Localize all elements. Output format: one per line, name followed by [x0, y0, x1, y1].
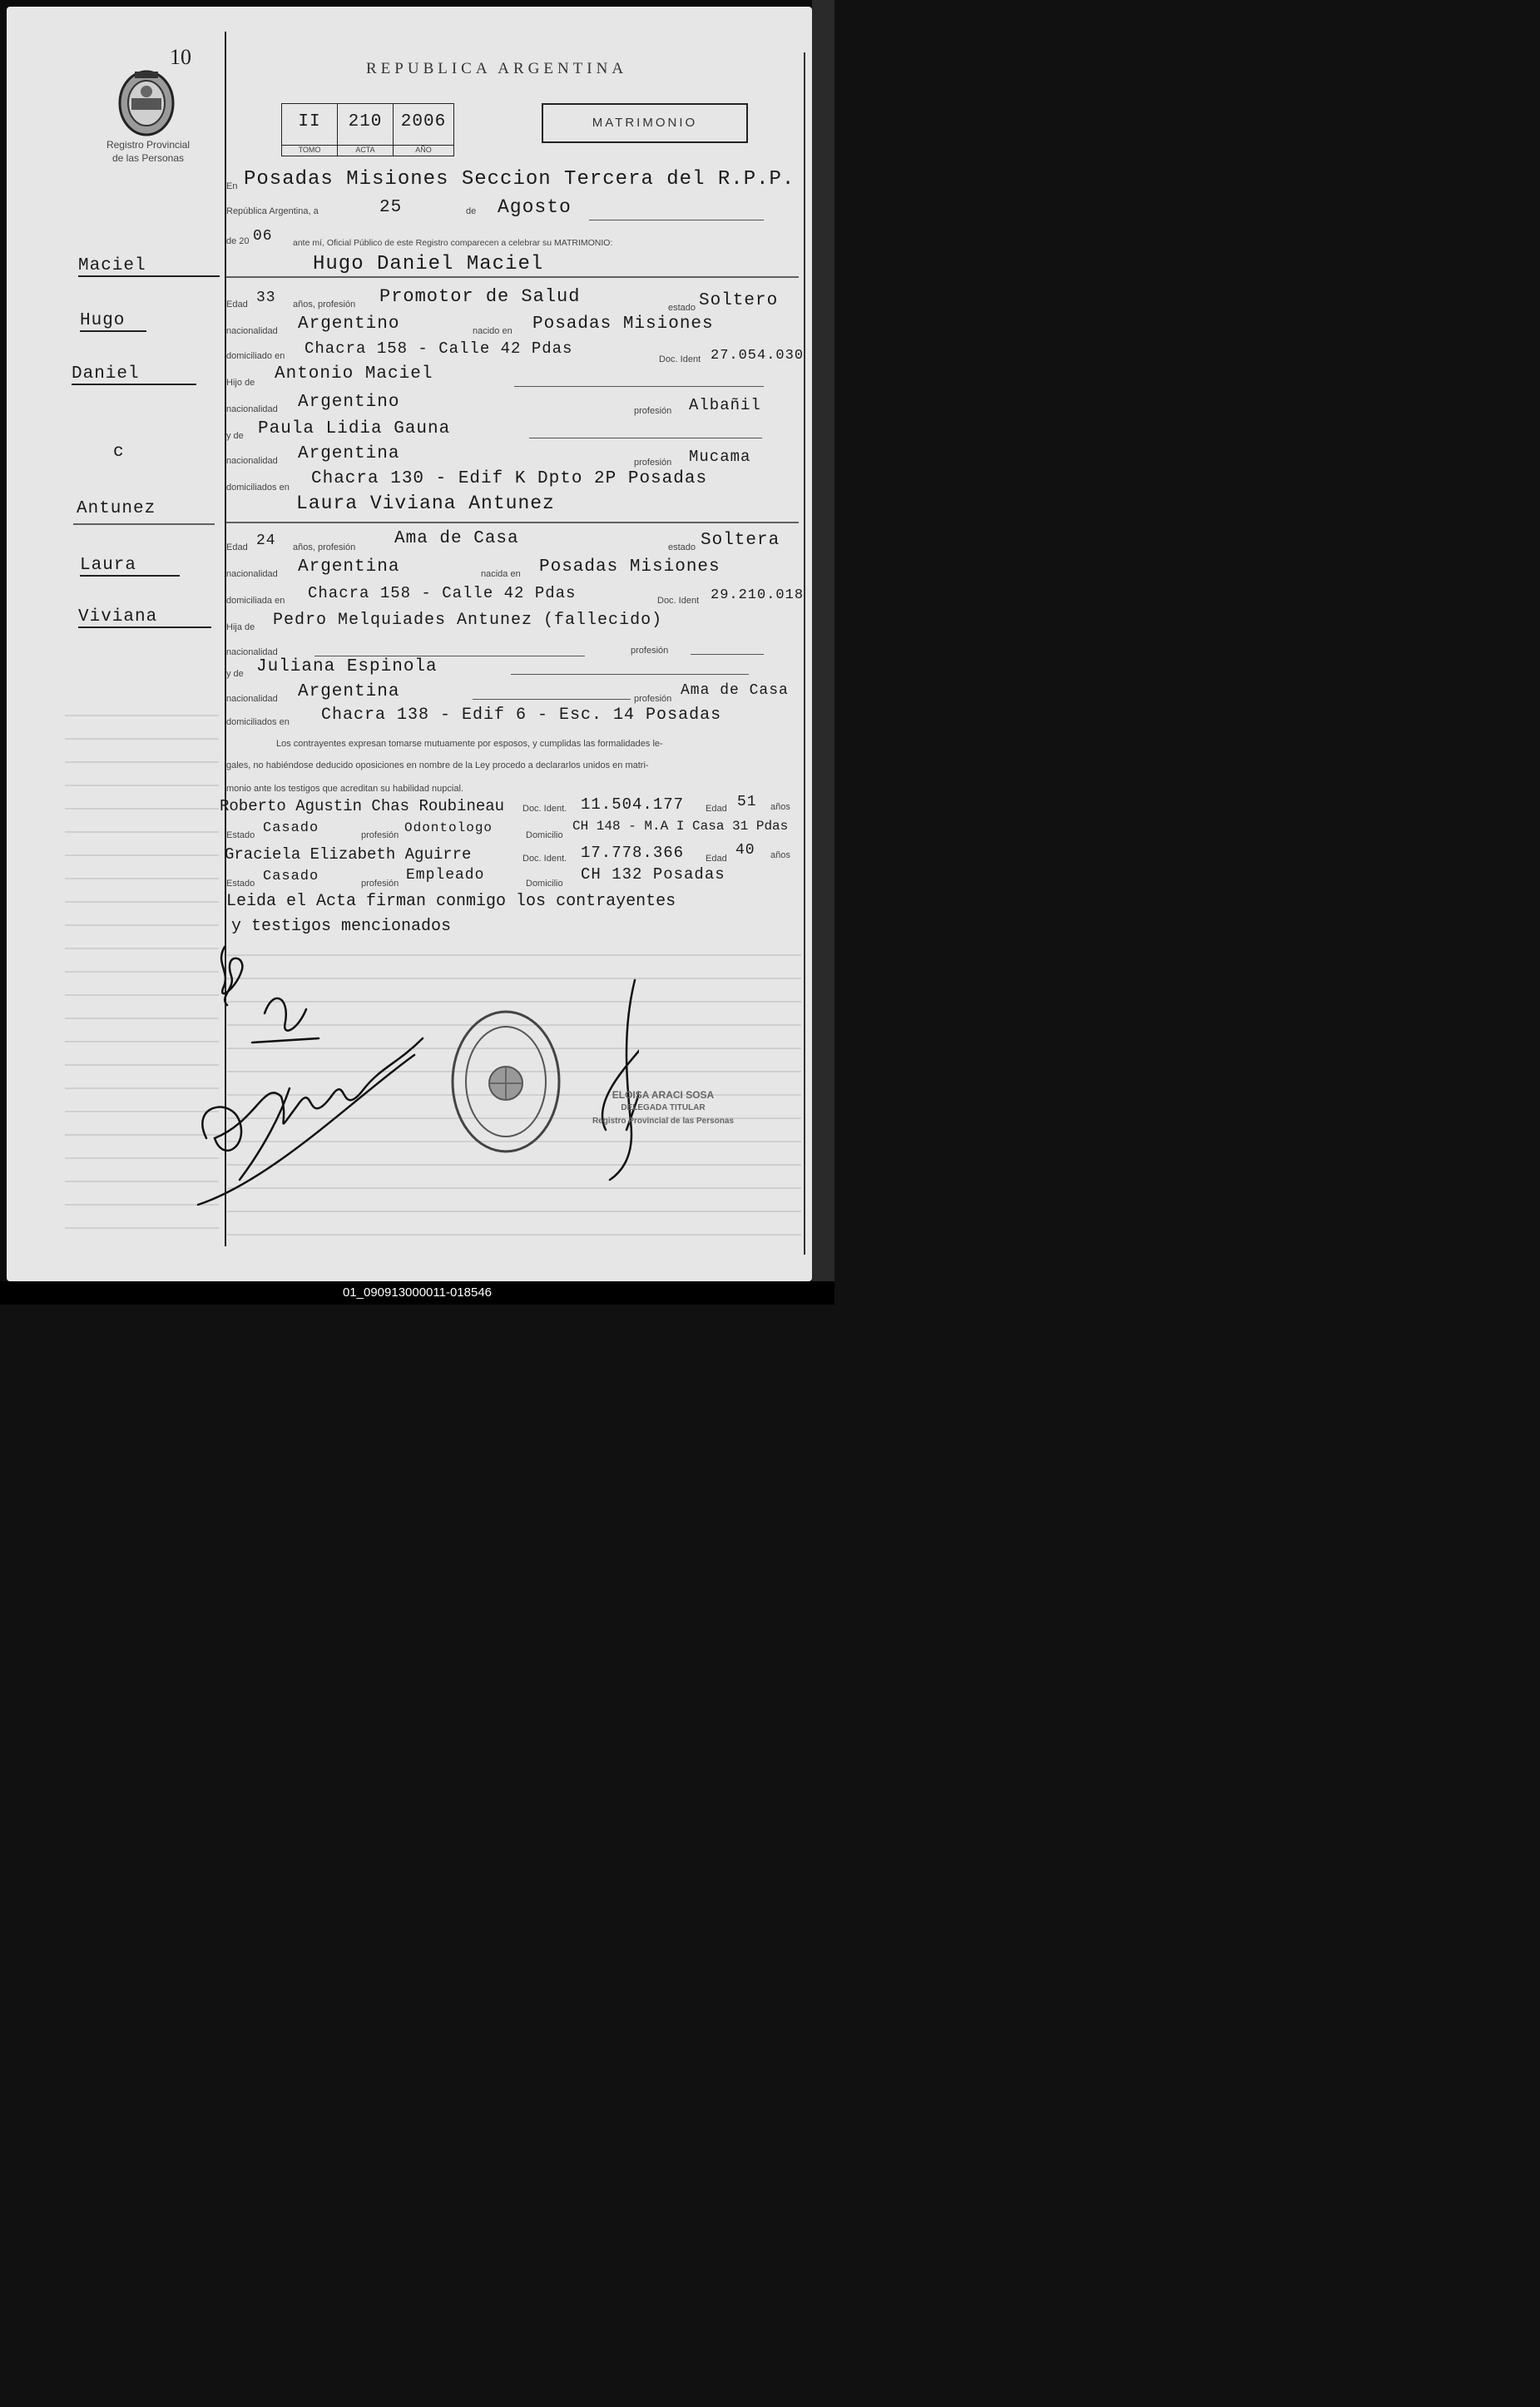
groom-mother-prof: Mucama: [689, 448, 751, 466]
ano-value: 2006: [400, 112, 447, 131]
groom-age: 33: [256, 290, 276, 306]
witness2-profession: Empleado: [406, 867, 485, 884]
groom-doc-label: Doc. Ident: [659, 354, 701, 364]
bride-father-nat-label: nacionalidad: [226, 647, 278, 657]
bride-father-prof-fill: [691, 654, 764, 655]
margin-groom-first: Hugo: [80, 311, 146, 332]
bride-parents-dom-label: domiciliados en: [226, 717, 290, 727]
bride-mother-fill: [511, 674, 749, 675]
acta-label: ACTA: [338, 145, 393, 154]
witness2-estado-label: Estado: [226, 879, 255, 889]
doc-type: MATRIMONIO: [592, 116, 698, 130]
groom-edad-label: Edad: [226, 300, 248, 310]
groom-parents-address: Chacra 130 - Edif K Dpto 2P Posadas: [311, 469, 708, 488]
groom-profession: Promotor de Salud: [379, 286, 581, 307]
closing-line2: y testigos mencionados: [231, 917, 452, 936]
margin-groom-surname: Maciel: [78, 256, 220, 277]
witness1-estado-label: Estado: [226, 830, 255, 840]
opening-text: ante mí, Oficial Público de este Registro comparecen a celebrar su MATRIMONIO:: [293, 238, 613, 248]
groom-nationality: Argentino: [298, 314, 400, 334]
signature-2: [252, 998, 319, 1043]
groom-estado: Soltero: [699, 291, 779, 310]
official-stamp: [584, 1088, 742, 1128]
witness1-anos: años: [770, 802, 790, 812]
bride-parents-address: Chacra 138 - Edif 6 - Esc. 14 Posadas: [321, 706, 722, 725]
groom-father-prof-label: profesión: [634, 406, 672, 416]
registry-name: [90, 138, 206, 165]
witness1-age: 51: [737, 794, 757, 810]
tomo-label: TOMO: [282, 145, 337, 154]
body-line2: gales, no habiéndose deducido oposiciones en nombre de la Ley procedo a declararlos unidos en matri-: [226, 760, 649, 770]
margin-bride-first: Laura: [80, 556, 180, 577]
ano-label: AÑO: [394, 145, 453, 154]
official-title: DELEGADA TITULAR: [621, 1103, 706, 1112]
bride-nac-label: nacionalidad: [226, 569, 278, 579]
marriage-month: Agosto: [498, 196, 572, 218]
groom-parents-dom-label: domiciliados en: [226, 483, 290, 493]
year-prefix: de 20: [226, 236, 250, 246]
bride-estado: Soltera: [701, 531, 780, 550]
registry-line2: de las Personas: [111, 152, 185, 164]
margin-connector: c: [113, 443, 125, 462]
page-number: 10: [170, 45, 191, 69]
groom-mother-nat: Argentina: [298, 444, 400, 463]
groom-dom-label: domiciliado en: [226, 351, 285, 361]
doc-type-box: [542, 103, 748, 143]
witness2-name: Graciela Elizabeth Aguirre: [225, 845, 472, 864]
document-page: [0, 0, 834, 1281]
groom-mother-prof-label: profesión: [634, 458, 672, 468]
witness2-edad-label: Edad: [706, 854, 727, 864]
witness2-dom-label: Domicilio: [526, 879, 563, 889]
signature-3: [198, 1038, 423, 1205]
bride-father-prof-label: profesión: [631, 646, 669, 656]
de-label: de: [466, 206, 477, 216]
groom-father-fill: [514, 386, 764, 387]
registry-line1: Registro Provincial: [106, 139, 191, 151]
groom-name: Hugo Daniel Maciel: [313, 253, 544, 275]
bride-profession: Ama de Casa: [394, 529, 519, 548]
bride-mother-prof-label: profesión: [634, 694, 672, 704]
witness2-estado: Casado: [263, 869, 319, 884]
bride-dom-label: domiciliada en: [226, 596, 285, 606]
bride-mother-nat-fill: [473, 699, 631, 700]
witness1-address: CH 148 - M.A I Casa 31 Pdas: [572, 819, 789, 834]
marriage-location: Posadas Misiones Seccion Tercera del R.P.P.: [244, 168, 795, 191]
bride-name: Laura Viviana Antunez: [296, 493, 555, 514]
groom-father-nat-label: nacionalidad: [226, 404, 278, 414]
groom-hijo-label: Hijo de: [226, 378, 255, 388]
witness2-address: CH 132 Posadas: [581, 865, 725, 884]
groom-doc: 27.054.030: [711, 348, 805, 364]
signature-4: [602, 980, 639, 1180]
groom-address: Chacra 158 - Calle 42 Pdas: [305, 339, 573, 358]
witness2-age: 40: [735, 842, 755, 859]
bride-birthplace: Posadas Misiones: [539, 557, 720, 577]
body-line1: Los contrayentes expresan tomarse mutuamente por esposos, y cumplidas las formalidades le-: [276, 739, 663, 749]
bride-mother-prof: Ama de Casa: [681, 682, 789, 699]
witness2-doc-label: Doc. Ident.: [522, 854, 567, 864]
groom-nac-label: nacionalidad: [226, 326, 278, 336]
groom-father-nat: Argentino: [298, 393, 400, 412]
groom-mother: Paula Lidia Gauna: [258, 419, 451, 438]
bride-estado-label: estado: [668, 542, 696, 552]
signature-1: [221, 947, 242, 1005]
body-line3: monio ante los testigos que acreditan su habilidad nupcial.: [226, 784, 463, 794]
bride-doc-label: Doc. Ident: [657, 596, 700, 606]
bride-address: Chacra 158 - Calle 42 Pdas: [308, 584, 577, 602]
witness1-dom-label: Domicilio: [526, 830, 563, 840]
signatures-area: [173, 930, 639, 1230]
groom-birthplace: Posadas Misiones: [532, 314, 714, 334]
record-number-box: [281, 103, 454, 156]
en-label: En: [226, 181, 238, 191]
book-edge: [812, 0, 834, 1281]
witness1-edad-label: Edad: [706, 804, 727, 814]
witness1-estado: Casado: [263, 820, 319, 836]
witness2-doc: 17.778.366: [581, 844, 685, 862]
bride-edad-label: Edad: [226, 542, 248, 552]
bride-prof-label: años, profesión: [293, 542, 356, 552]
groom-prof-label: años, profesión: [293, 300, 356, 310]
marriage-day: 25: [379, 198, 403, 217]
register-sheet: [7, 7, 812, 1281]
bride-mother-nat-label: nacionalidad: [226, 694, 278, 704]
official-seal: [448, 1007, 564, 1156]
republica-label: República Argentina, a: [226, 206, 319, 216]
margin-bride-surname: Antunez: [77, 499, 156, 518]
witness2-anos: años: [770, 850, 790, 860]
witness1-profession: Odontologo: [404, 820, 493, 835]
bride-father: Pedro Melquiades Antunez (fallecido): [273, 611, 663, 630]
groom-mother-nat-label: nacionalidad: [226, 456, 278, 466]
tomo-value: II: [298, 112, 321, 131]
groom-yde-label: y de: [226, 431, 244, 441]
margin-groom-second: Daniel: [72, 364, 196, 385]
bride-mother: Juliana Espinola: [256, 657, 438, 676]
closing-line1: Leida el Acta firman conmigo los contrayentes: [226, 892, 676, 911]
witness1-doc-label: Doc. Ident.: [522, 804, 567, 814]
official-org: Registro Provincial de las Personas: [592, 1117, 735, 1126]
official-name: ELOISA ARACI SOSA: [612, 1089, 715, 1101]
groom-nacido-label: nacido en: [473, 326, 513, 336]
image-id-footer: 01_090913000011-018546: [0, 1281, 834, 1305]
country-title: REPUBLICA ARGENTINA: [366, 60, 628, 77]
bride-hija-label: Hija de: [226, 622, 255, 632]
witness1-prof-label: profesión: [361, 830, 399, 840]
witness1-doc: 11.504.177: [581, 795, 685, 814]
margin-bride-second: Viviana: [78, 607, 211, 628]
witness2-prof-label: profesión: [361, 879, 399, 889]
year-suffix: 06: [253, 228, 273, 245]
bride-doc: 29.210.018: [711, 587, 805, 603]
bride-nationality: Argentina: [298, 557, 400, 577]
acta-value: 210: [348, 112, 383, 131]
witness1-name: Roberto Agustin Chas Roubineau: [220, 797, 505, 815]
bride-yde-label: y de: [226, 669, 244, 679]
groom-estado-label: estado: [668, 303, 696, 313]
bride-mother-nat: Argentina: [298, 682, 400, 701]
provincial-crest-logo: [115, 67, 178, 138]
bride-nacida-label: nacida en: [481, 569, 521, 579]
groom-father-prof: Albañil: [689, 396, 761, 414]
bride-age: 24: [256, 532, 276, 549]
groom-father: Antonio Maciel: [275, 364, 433, 384]
